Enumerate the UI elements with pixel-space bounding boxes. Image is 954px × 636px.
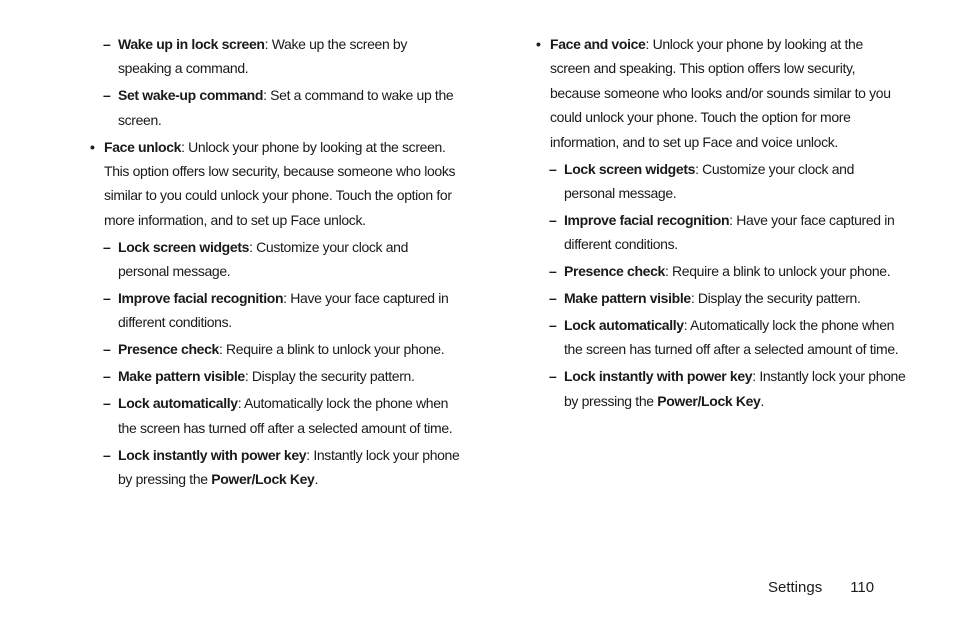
- item-term: Presence check: [118, 341, 219, 358]
- item-description: : Instantly lock your phone by pressing the: [118, 446, 460, 487]
- item-description: : Customize your clock and personal message.: [564, 160, 855, 201]
- list-item: [90, 443, 460, 492]
- item-description: : Automatically lock the phone when the screen has turned off after a selected amount of time.: [564, 316, 899, 358]
- list-item: [536, 259, 906, 283]
- dash-marker: –: [103, 395, 111, 412]
- item-term: Wake up in lock screen: [118, 36, 265, 52]
- list-item: [90, 364, 460, 388]
- item-term: Make pattern visible: [564, 290, 691, 307]
- dash-marker: –: [103, 238, 111, 255]
- item-description: : Set a command to wake up the screen.: [118, 87, 454, 128]
- dash-marker: –: [103, 368, 111, 385]
- list-item: [536, 286, 906, 310]
- list-item: [536, 364, 906, 413]
- item-description: : Display the security pattern.: [690, 290, 861, 307]
- list-item: [536, 32, 906, 154]
- list-item: [90, 32, 460, 81]
- item-description: : Wake up the screen by speaking a command.: [118, 36, 408, 77]
- item-term: Improve facial recognition: [118, 290, 284, 307]
- item-description-end: .: [314, 470, 319, 487]
- item-description: : Instantly lock your phone by pressing the: [564, 368, 906, 409]
- section-name: Settings: [768, 579, 823, 596]
- key-name: Power/Lock Key: [657, 392, 761, 409]
- item-term: Lock instantly with power key: [564, 368, 753, 385]
- list-item: [536, 313, 906, 362]
- dash-marker: –: [103, 290, 111, 307]
- list-item: [536, 208, 906, 257]
- list-item: [90, 337, 460, 361]
- key-name: Power/Lock Key: [211, 470, 315, 487]
- item-description: : Customize your clock and personal message.: [118, 238, 409, 280]
- dash-marker: –: [549, 316, 557, 333]
- item-term: Face unlock: [104, 138, 182, 155]
- page-footer: [768, 576, 874, 600]
- item-term: Improve facial recognition: [564, 211, 730, 228]
- dash-marker: –: [549, 368, 557, 385]
- list-item: [90, 135, 460, 233]
- item-description: : Require a blink to unlock your phone.: [218, 341, 445, 358]
- bullet-marker: •: [90, 138, 95, 155]
- bullet-marker: •: [536, 36, 541, 52]
- item-description: : Have your face captured in different conditions.: [118, 290, 449, 331]
- item-term: Lock automatically: [118, 395, 238, 412]
- dash-marker: –: [549, 211, 557, 228]
- item-description: : Automatically lock the phone when the screen has turned off after a selected amount of time.: [118, 395, 453, 436]
- list-item: [536, 157, 906, 206]
- dash-marker: –: [103, 446, 111, 463]
- dash-marker: –: [103, 341, 111, 358]
- item-description-end: .: [760, 392, 765, 409]
- item-term: Presence check: [564, 263, 665, 280]
- dash-marker: –: [549, 160, 557, 177]
- dash-marker: –: [103, 36, 111, 52]
- list-item: [90, 83, 460, 132]
- page-number: 110: [850, 579, 875, 596]
- dash-marker: –: [103, 87, 111, 104]
- dash-marker: –: [549, 263, 557, 280]
- item-term: Set wake-up command: [118, 87, 264, 104]
- list-item: [90, 235, 460, 284]
- item-term: Face and voice: [550, 36, 646, 52]
- item-description: : Display the security pattern.: [244, 368, 415, 385]
- item-description: : Unlock your phone by looking at the screen and speaking. This option offers low security, because someone who looks and/or sounds similar to you could unlock your phone. Touch the option for more information, and to set up Face and voice unlock.: [550, 36, 891, 150]
- list-item: [90, 286, 460, 335]
- item-term: Lock automatically: [564, 316, 684, 333]
- dash-marker: –: [549, 290, 557, 307]
- left-column: [90, 32, 460, 494]
- item-description: : Require a blink to unlock your phone.: [664, 263, 891, 280]
- item-description: : Have your face captured in different conditions.: [564, 211, 895, 253]
- right-column: [536, 32, 906, 416]
- item-term: Make pattern visible: [118, 368, 245, 385]
- item-term: Lock instantly with power key: [118, 446, 307, 463]
- item-term: Lock screen widgets: [564, 160, 696, 177]
- item-term: Lock screen widgets: [118, 238, 250, 255]
- item-description: : Unlock your phone by looking at the screen. This option offers low security, because someone who looks similar to you could unlock your phone. Touch the option for more information, and to set up Face unlock.: [104, 138, 456, 228]
- list-item: [90, 391, 460, 440]
